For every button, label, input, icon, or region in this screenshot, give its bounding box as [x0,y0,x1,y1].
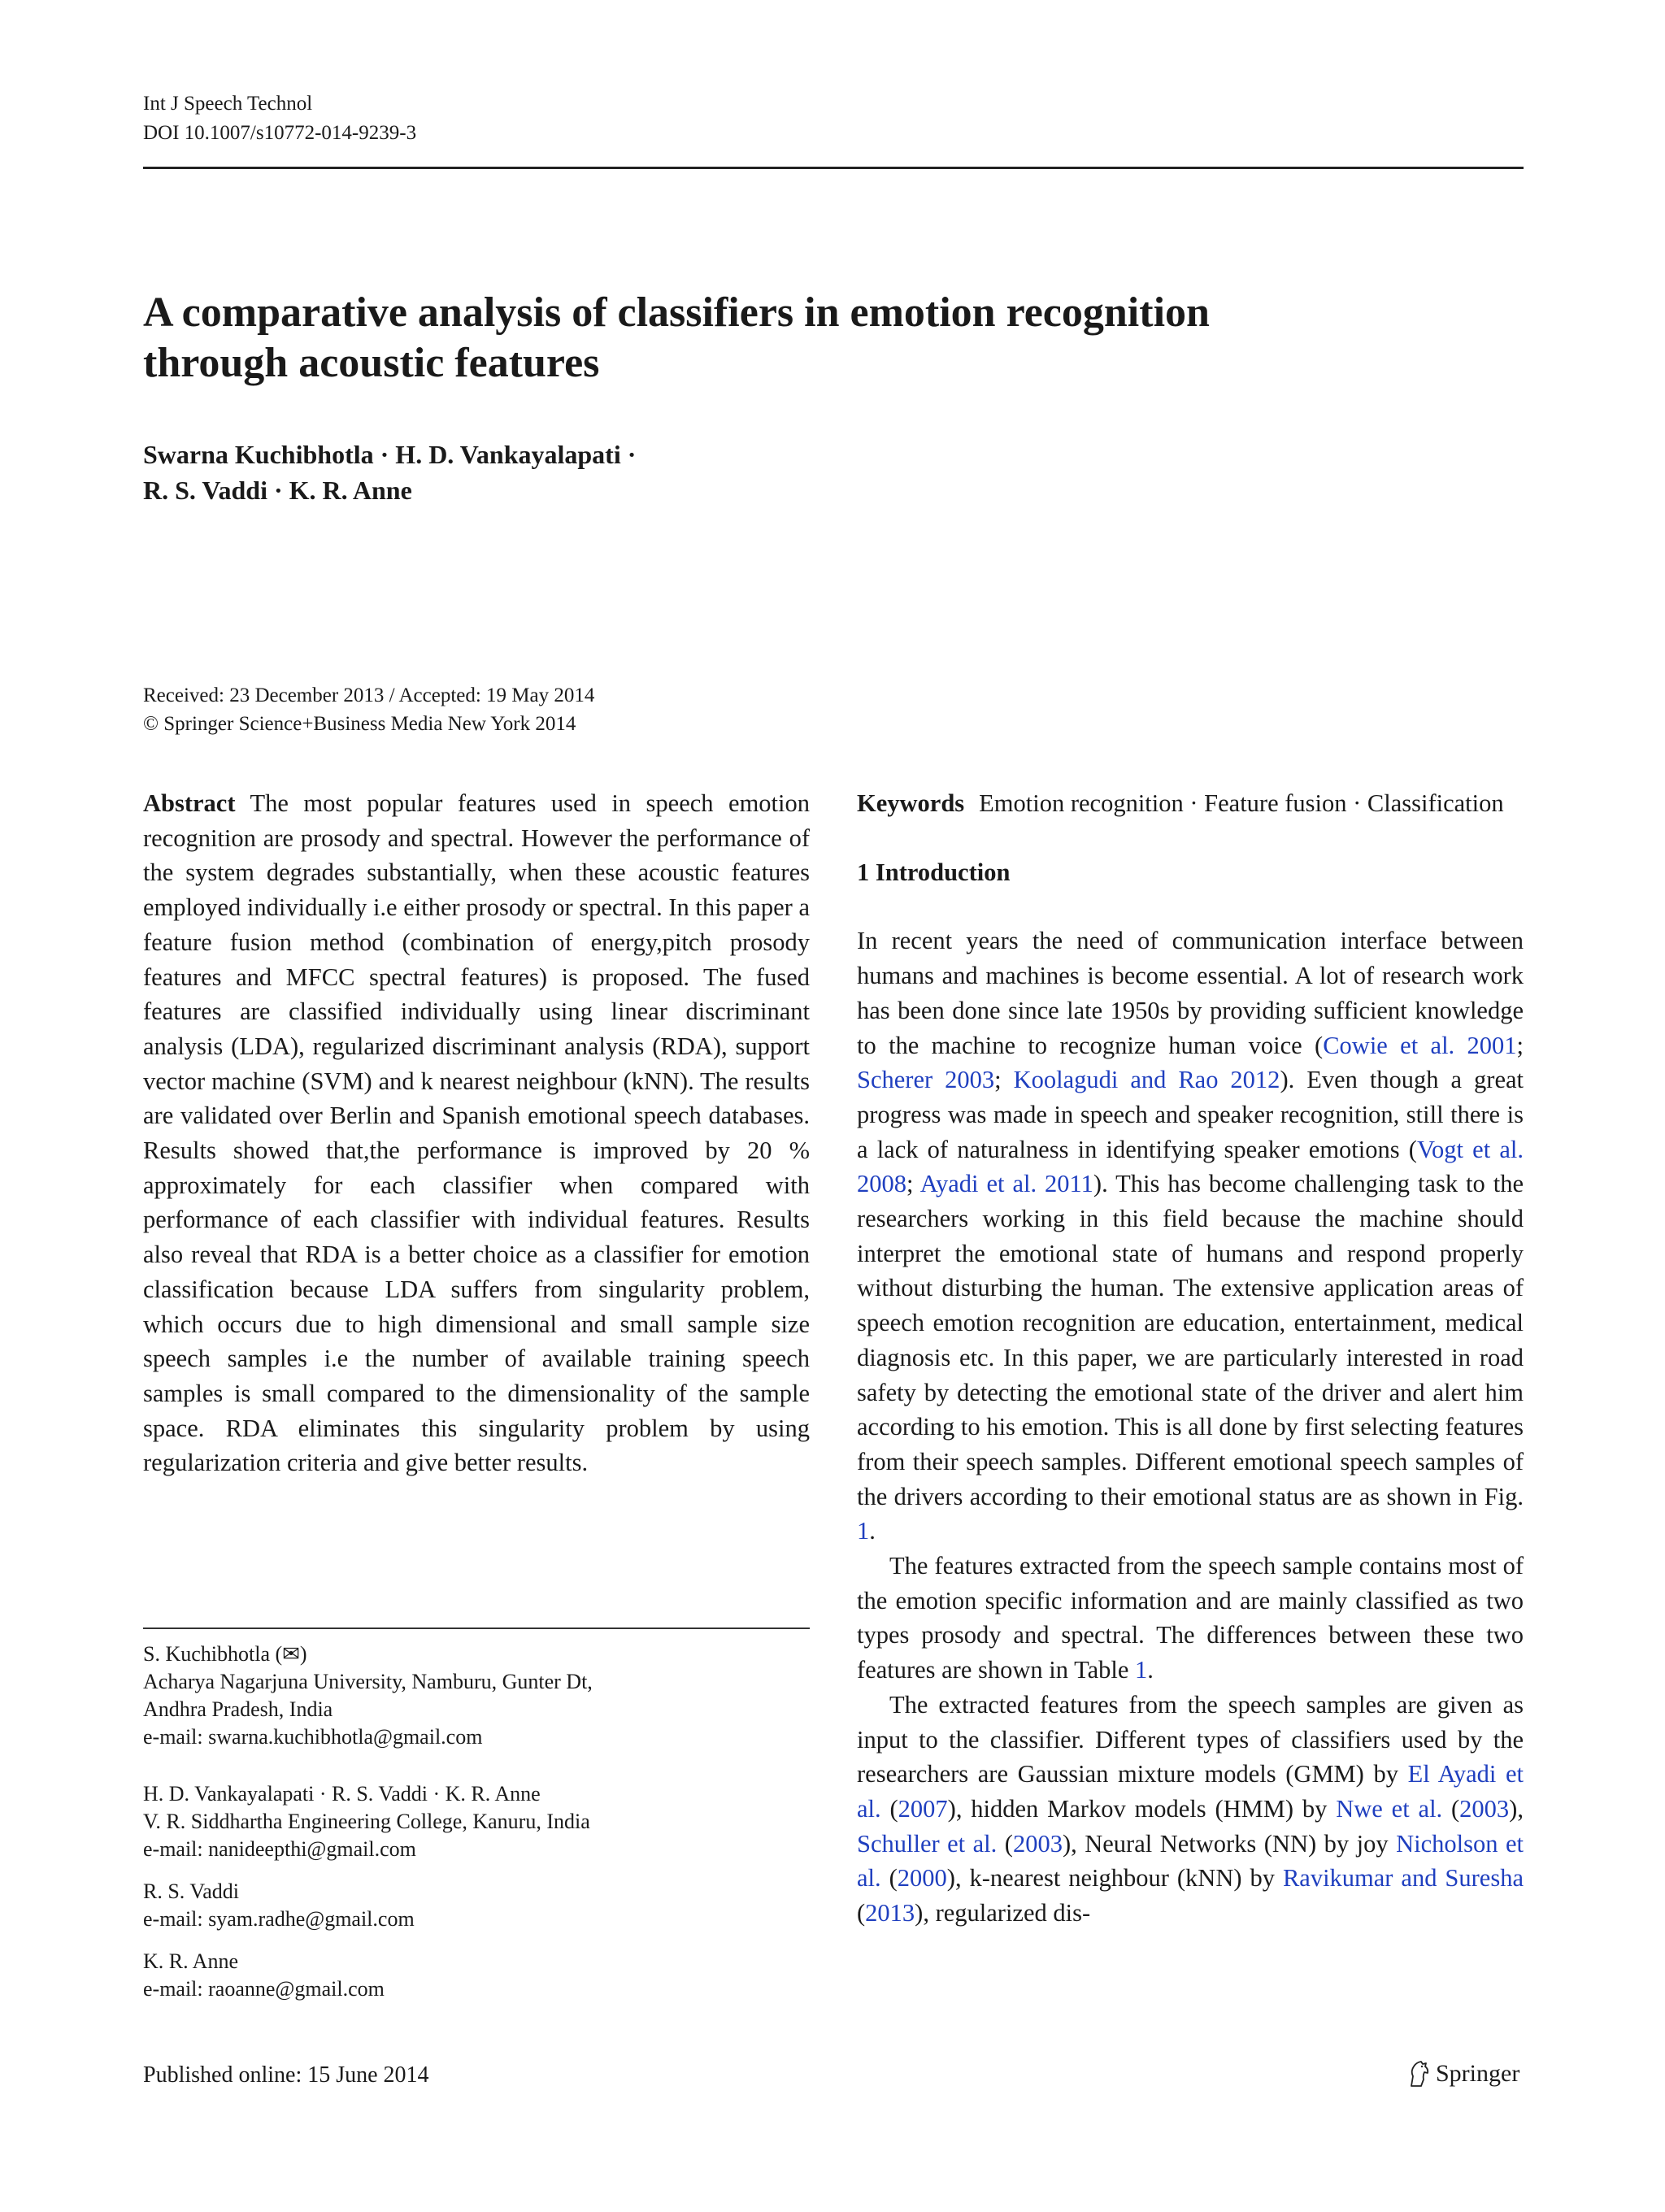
publisher-name: Springer [1436,2060,1520,2087]
affiliation-1-email[interactable]: e-mail: swarna.kuchibhotla@gmail.com [143,1725,483,1749]
citation-link[interactable]: Nicholson et al. [857,1829,1524,1893]
received-accepted: Received: 23 December 2013 / Accepted: 19 May 2014 [143,684,595,706]
title-line-1: A comparative analysis of classifiers in emotion recognition [143,289,1210,336]
publisher-logo [1406,2058,1519,2090]
text-run: In recent years the need of communication interface between humans and machines is become essential. A lot of research work has been done since late 1950s by providing sufficient knowledge to the machine to recognize human voice ( [857,927,1524,1059]
text-run: ; [994,1066,1014,1094]
affiliation-3-email[interactable]: e-mail: syam.radhe@gmail.com [143,1907,415,1931]
text-run: . [1147,1656,1154,1684]
figure-link[interactable]: 1 [857,1517,870,1545]
section-heading-introduction: 1 Introduction [857,858,1011,886]
authors-line-2: R. S. Vaddi · K. R. Anne [143,476,412,505]
affiliation-4-name: K. R. Anne [143,1949,238,1973]
abstract-label: Abstract [143,789,236,817]
affiliation-1-location: Andhra Pradesh, India [143,1697,333,1721]
citation-year-link[interactable]: 2000 [897,1864,947,1893]
title-line-2: through acoustic features [143,340,600,386]
header-rule [143,167,1524,169]
affiliation-3-name: R. S. Vaddi [143,1880,239,1903]
keywords-text: Emotion recognition · Feature fusion · Classification [979,789,1504,817]
affiliation-3 [143,1878,810,1933]
citation-link[interactable]: Vogt et al. 2008 [857,1135,1524,1198]
abstract-text: The most popular features used in speech emotion recognition are prosody and spectral. However the performance of the system degrades substantially, when these acoustic features employed individually i.e either prosody or spectral. In this paper a feature fusion method (combination of energy,pitch prosody features and MFCC spectral features) is proposed. The fused features are classified individually using linear discriminant analysis (LDA), regularized discriminant analysis (RDA), support vector machine (SVM) and k nearest neighbour (kNN). The results are validated over Berlin and Spanish emotional speech databases. Results showed that,the performance is improved by 20 % approximately for each classifier when compared with performance of each classifier with individual features. Results also reveal that RDA is a better choice as a classifier for emotion classification because LDA suffers from singularity problem, which occurs due to high dimensional and small sample size speech samples i.e the number of available training speech samples is small compared to the dimensionality of the sample space. RDA eliminates this singularity problem by using regularization criteria and give better results. [143,789,810,1477]
citation-year-link[interactable]: 2003 [1012,1829,1063,1858]
affiliation-4-email[interactable]: e-mail: raoanne@gmail.com [143,1977,385,2001]
text-run: The features extracted from the speech sample contains most of the emotion specific information and are mainly classified as two types prosody and spectral. The differences between these two features are shown in Table [857,1552,1524,1684]
text-run: ). Even though a great progress was made in speech and speaker recognition, still there is a lack of naturalness in identifying speaker emotions ( [857,1066,1524,1163]
authors-line-1: Swarna Kuchibhotla · H. D. Vankayalapati · [143,440,637,469]
intro-paragraph-2 [857,1549,1524,1688]
affiliation-1-name: S. Kuchibhotla (✉) [143,1642,307,1666]
affiliation-2-names: H. D. Vankayalapati · R. S. Vaddi · K. R. Anne [143,1782,541,1806]
footnote-rule [143,1627,810,1629]
intro-paragraph-3: The extracted features from the speech samples are given as input to the classifier. Different types of classifiers used by the researchers are Gaussian mixture models (GMM) by El Ayadi et al. (2007), hidden Markov models (HMM) by Nwe et al. (2003), Schuller et al. (2003), Neural Networks (NN) by joy Nicholson et al. (2000), k-nearest neighbour (kNN) by Ravikumar and Suresha (2013), regularized dis- [857,1690,1524,1927]
copyright: © Springer Science+Business Media New York 2014 [143,713,576,735]
publication-dates [143,681,594,738]
journal-name: Int J Speech Technol [143,93,313,115]
citation-link[interactable]: Ayadi et al. 2011 [919,1170,1093,1198]
published-online: Published online: 15 June 2014 [143,2062,429,2088]
citation-link[interactable]: Schuller et al. [857,1829,998,1858]
text-run: , Neural Networks (NN) by joy [1071,1829,1397,1858]
paper-title [143,288,1444,389]
citation-link[interactable]: Koolagudi and Rao 2012 [1013,1066,1280,1094]
citation-year-link[interactable]: 2003 [1459,1794,1510,1823]
text-run: , k-nearest neighbour (kNN) by [954,1864,1283,1893]
text-run: ). This has become challenging task to the researchers working in this field because the machine should interpret the emotional state of humans and respond properly without disturbing the human. The extensive application areas of speech emotion recognition are education, entertainment, medical diagnosis etc. In this paper, we are particularly interested in road safety by detecting the emotional state of the driver and alert him according to his emotion. This is all done by first selecting features from their speech samples. Different emotional speech samples of the drivers according to their emotional status are as shown in Fig. [857,1170,1524,1510]
affiliation-4 [143,1948,810,2003]
text-run: ; [906,1170,920,1198]
right-column [857,786,1524,1931]
affiliation-2-institution: V. R. Siddhartha Engineering College, Kanuru, India [143,1810,590,1833]
affiliation-1 [143,1641,810,1751]
citation-year-link[interactable]: 2007 [898,1794,948,1823]
citation-year-link[interactable]: 2013 [865,1899,915,1927]
citation-link[interactable]: El Ayadi et al. [857,1760,1524,1823]
citation-link[interactable]: Cowie et al. 2001 [1323,1031,1517,1059]
citation-link[interactable]: Scherer 2003 [857,1066,995,1094]
citation-link[interactable]: Ravikumar and Suresha [1282,1864,1524,1893]
citation-link[interactable]: Nwe et al. [1336,1794,1443,1823]
table-link[interactable]: 1 [1135,1656,1148,1684]
keywords [857,786,1524,821]
abstract [143,786,810,1480]
doi[interactable]: DOI 10.1007/s10772-014-9239-3 [143,122,417,144]
intro-paragraph-1 [857,923,1524,1549]
affiliation-1-institution: Acharya Nagarjuna University, Namburu, Gunter Dt, [143,1670,593,1693]
text-run: ; [1516,1031,1524,1059]
springer-horse-icon [1406,2060,1431,2088]
affiliation-2-email[interactable]: e-mail: nanideepthi@gmail.com [143,1837,416,1861]
text-run: . [869,1517,876,1545]
affiliation-2 [143,1780,810,1863]
keywords-label: Keywords [857,789,965,817]
text-run: The extracted features from the speech samples are given as input to the classifier. Different types of classifiers used by the researchers are Gaussian mixture models (GMM) by [857,1690,1524,1788]
author-list [143,437,1119,508]
text-run: , hidden Markov models (HMM) by [955,1794,1337,1823]
text-run: , regularized dis- [923,1899,1091,1927]
